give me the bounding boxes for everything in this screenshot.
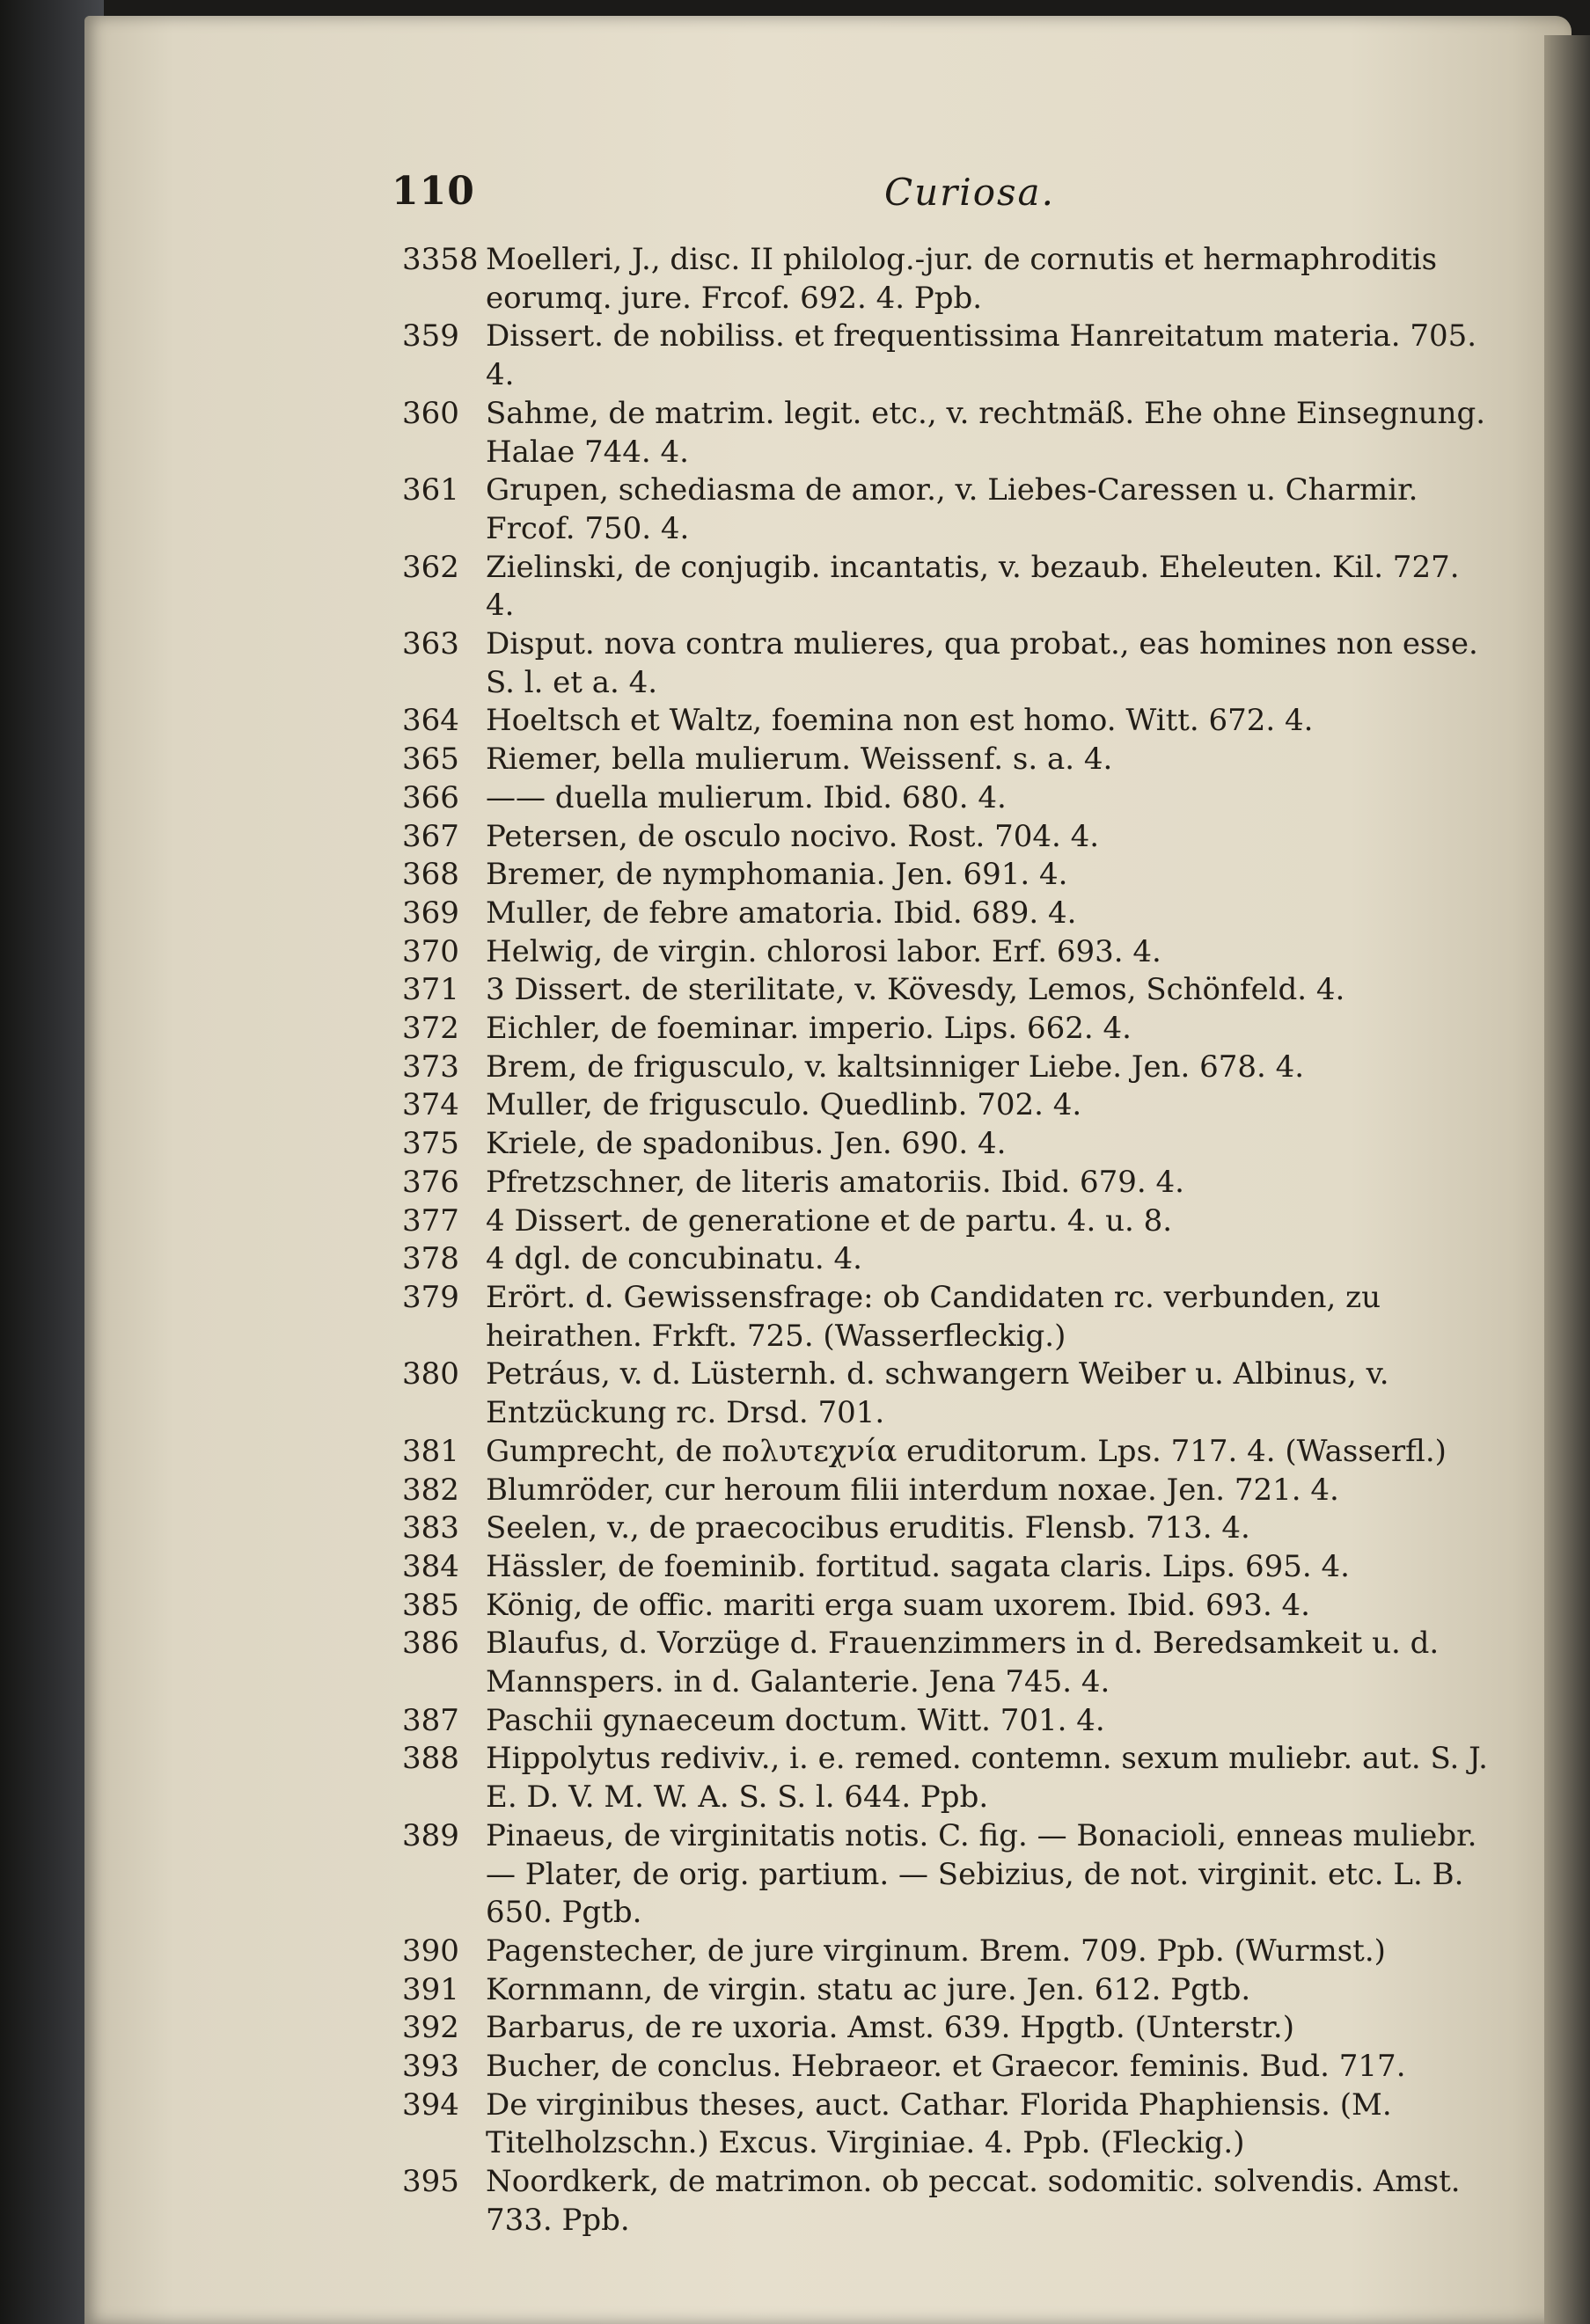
catalog-entry bbox=[402, 1702, 1493, 1741]
entry-number: 389 bbox=[402, 1817, 459, 1853]
catalog-entry bbox=[402, 318, 1493, 394]
catalog-entry bbox=[402, 1433, 1493, 1472]
entry-text: Hippolytus rediviv., i. e. remed. contemn. sexum muliebr. aut. S. J. E. D. V. M. W. A. S. S. l. 644. Ppb. bbox=[486, 1741, 1488, 1816]
catalog-entries bbox=[402, 241, 1493, 2240]
entry-text: Barbarus, de re uxoria. Amst. 639. Hpgtb. (Unterstr.) bbox=[486, 2010, 1294, 2046]
entry-number: 388 bbox=[402, 1741, 459, 1777]
entry-number: 393 bbox=[402, 2049, 459, 2085]
entry-number: 364 bbox=[402, 703, 459, 739]
entry-number: 372 bbox=[402, 1011, 459, 1047]
catalog-entry bbox=[402, 395, 1493, 471]
entry-number: 361 bbox=[402, 472, 459, 508]
catalog-entry bbox=[402, 933, 1493, 972]
catalog-entry bbox=[402, 2009, 1493, 2048]
entry-text: Petersen, de osculo nocivo. Rost. 704. 4. bbox=[486, 818, 1100, 854]
catalog-entry bbox=[402, 1817, 1493, 1933]
entry-number: 377 bbox=[402, 1202, 459, 1239]
entry-number: 383 bbox=[402, 1510, 459, 1546]
catalog-entry bbox=[402, 1625, 1493, 1701]
catalog-entry bbox=[402, 895, 1493, 933]
entry-text: Riemer, bella mulierum. Weissenf. s. a. 4. bbox=[486, 742, 1113, 778]
entry-text: Erört. d. Gewissensfrage: ob Candidaten rc. verbunden, zu heirathen. Frkft. 725. (Wasserfleckig.) bbox=[486, 1279, 1381, 1354]
entry-text: Petráus, v. d. Lüsternh. d. schwangern Weiber u. Albinus, v. Entzückung rc. Drsd. 701. bbox=[486, 1356, 1389, 1431]
entry-text: Brem, de frigusculo, v. kaltsinniger Liebe. Jen. 678. 4. bbox=[486, 1049, 1305, 1085]
entry-text: Blaufus, d. Vorzüge d. Frauenzimmers in d. Beredsamkeit u. d. Mannspers. in d. Galanterie. Jena 745. 4. bbox=[486, 1626, 1440, 1700]
entry-number: 374 bbox=[402, 1087, 459, 1123]
entry-text: Muller, de febre amatoria. Ibid. 689. 4. bbox=[486, 895, 1077, 931]
catalog-entry bbox=[402, 1548, 1493, 1587]
entry-text: Muller, de frigusculo. Quedlinb. 702. 4. bbox=[486, 1087, 1082, 1123]
entry-number: 365 bbox=[402, 742, 459, 778]
catalog-entry bbox=[402, 549, 1493, 625]
entry-number: 379 bbox=[402, 1279, 459, 1315]
catalog-entry bbox=[402, 1509, 1493, 1548]
entry-number: 373 bbox=[402, 1049, 459, 1085]
catalog-entry bbox=[402, 2086, 1493, 2163]
entry-text: —— duella mulierum. Ibid. 680. 4. bbox=[486, 779, 1007, 815]
entry-text: Eichler, de foeminar. imperio. Lips. 662. 4. bbox=[486, 1011, 1132, 1047]
page-number: 110 bbox=[392, 169, 475, 214]
catalog-entry bbox=[402, 625, 1493, 702]
entry-text: Kriele, de spadonibus. Jen. 690. 4. bbox=[486, 1126, 1007, 1162]
catalog-entry bbox=[402, 1472, 1493, 1510]
entry-number: 386 bbox=[402, 1626, 459, 1662]
entry-number: 395 bbox=[402, 2164, 459, 2200]
entry-text: Moelleri, J., disc. II philolog.-jur. de cornutis et hermaphroditis eorumq. jure. Frcof. 692. 4. Ppb. bbox=[486, 242, 1438, 316]
entry-number: 375 bbox=[402, 1126, 459, 1162]
entry-number: 363 bbox=[402, 626, 459, 662]
entry-text: Gumprecht, de πολυτεχνία eruditorum. Lps. 717. 4. (Wasserfl.) bbox=[486, 1433, 1447, 1469]
entry-text: 3 Dissert. de sterilitate, v. Kövesdy, Lemos, Schönfeld. 4. bbox=[486, 972, 1345, 1008]
catalog-entry bbox=[402, 741, 1493, 779]
entry-number: 370 bbox=[402, 933, 459, 969]
entry-number: 387 bbox=[402, 1702, 459, 1738]
entry-text: Hässler, de foeminib. fortitud. sagata claris. Lips. 695. 4. bbox=[486, 1548, 1350, 1584]
entry-number: 3358 bbox=[402, 242, 479, 277]
entry-number: 362 bbox=[402, 549, 459, 585]
entry-text: Blumröder, cur heroum filii interdum noxae. Jen. 721. 4. bbox=[486, 1472, 1339, 1508]
entry-text: De virginibus theses, auct. Cathar. Florida Phaphiensis. (M. Titelholzschn.) Excus. Virginiae. 4. Ppb. (Fleckig.) bbox=[486, 2086, 1392, 2161]
entry-text: Sahme, de matrim. legit. etc., v. rechtmäß. Ehe ohne Einsegnung. Halae 744. 4. bbox=[486, 395, 1486, 470]
page-edge bbox=[1544, 35, 1590, 2324]
entry-text: 4 Dissert. de generatione et de partu. 4. u. 8. bbox=[486, 1202, 1173, 1239]
catalog-entry bbox=[402, 2163, 1493, 2240]
entry-text: Bremer, de nymphomania. Jen. 691. 4. bbox=[486, 857, 1068, 893]
catalog-entry bbox=[402, 971, 1493, 1010]
entry-text: Pinaeus, de virginitatis notis. C. fig. — Bonacioli, enneas muliebr. — Plater, de orig. partium. — Sebizius, de not. virginit. etc. L. B. 650. Pgtb. bbox=[486, 1817, 1477, 1931]
entry-text: Grupen, schediasma de amor., v. Liebes-Caressen u. Charmir. Frcof. 750. 4. bbox=[486, 472, 1418, 546]
entry-text: König, de offic. mariti erga suam uxorem. Ibid. 693. 4. bbox=[486, 1587, 1310, 1623]
catalog-entry bbox=[402, 779, 1493, 818]
entry-number: 381 bbox=[402, 1433, 459, 1469]
entry-text: Bucher, de conclus. Hebraeor. et Graecor. feminis. Bud. 717. bbox=[486, 2049, 1406, 2085]
entry-text: 4 dgl. de concubinatu. 4. bbox=[486, 1241, 862, 1277]
catalog-entry bbox=[402, 471, 1493, 548]
entry-number: 366 bbox=[402, 779, 459, 815]
catalog-entry bbox=[402, 1164, 1493, 1202]
catalog-entry bbox=[402, 818, 1493, 857]
entry-text: Pagenstecher, de jure virginum. Brem. 709. Ppb. (Wurmst.) bbox=[486, 1933, 1386, 1969]
entry-text: Noordkerk, de matrimon. ob peccat. sodomitic. solvendis. Amst. 733. Ppb. bbox=[486, 2164, 1461, 2238]
catalog-entry bbox=[402, 241, 1493, 318]
entry-text: Disput. nova contra mulieres, qua probat., eas homines non esse. S. l. et a. 4. bbox=[486, 626, 1478, 700]
catalog-entry bbox=[402, 1279, 1493, 1356]
entry-text: Zielinski, de conjugib. incantatis, v. bezaub. Eheleuten. Kil. 727. 4. bbox=[486, 549, 1460, 624]
entry-text: Seelen, v., de praecocibus eruditis. Flensb. 713. 4. bbox=[486, 1510, 1250, 1546]
catalog-entry bbox=[402, 702, 1493, 741]
catalog-entry bbox=[402, 1971, 1493, 2010]
entry-number: 359 bbox=[402, 318, 459, 354]
catalog-entry bbox=[402, 2048, 1493, 2086]
catalog-entry bbox=[402, 1086, 1493, 1125]
entry-number: 378 bbox=[402, 1241, 459, 1277]
entry-number: 360 bbox=[402, 395, 459, 431]
entry-number: 369 bbox=[402, 895, 459, 931]
entry-number: 385 bbox=[402, 1587, 459, 1623]
entry-number: 394 bbox=[402, 2086, 459, 2123]
catalog-entry bbox=[402, 1240, 1493, 1279]
entry-number: 380 bbox=[402, 1356, 459, 1392]
entry-number: 392 bbox=[402, 2010, 459, 2046]
catalog-entry bbox=[402, 1356, 1493, 1432]
entry-number: 368 bbox=[402, 857, 459, 893]
entry-text: Helwig, de virgin. chlorosi labor. Erf. 693. 4. bbox=[486, 933, 1161, 969]
entry-number: 382 bbox=[402, 1472, 459, 1508]
page-header bbox=[392, 169, 1527, 230]
catalog-entry bbox=[402, 1202, 1493, 1241]
running-title: Curiosa. bbox=[884, 171, 1055, 214]
catalog-entry bbox=[402, 856, 1493, 895]
entry-text: Kornmann, de virgin. statu ac jure. Jen. 612. Pgtb. bbox=[486, 1971, 1251, 2007]
entry-number: 391 bbox=[402, 1971, 459, 2007]
catalog-entry bbox=[402, 1010, 1493, 1049]
entry-text: Dissert. de nobiliss. et frequentissima Hanreitatum materia. 705. 4. bbox=[486, 318, 1477, 393]
catalog-entry bbox=[402, 1587, 1493, 1626]
entry-number: 371 bbox=[402, 972, 459, 1008]
entry-number: 367 bbox=[402, 818, 459, 854]
entry-number: 384 bbox=[402, 1548, 459, 1584]
entry-number: 376 bbox=[402, 1164, 459, 1200]
entry-text: Pfretzschner, de literis amatoriis. Ibid. 679. 4. bbox=[486, 1164, 1184, 1200]
entry-text: Hoeltsch et Waltz, foemina non est homo. Witt. 672. 4. bbox=[486, 703, 1314, 739]
catalog-entry bbox=[402, 1933, 1493, 1971]
catalog-entry bbox=[402, 1049, 1493, 1087]
catalog-entry bbox=[402, 1740, 1493, 1816]
catalog-entry bbox=[402, 1125, 1493, 1164]
entry-text: Paschii gynaeceum doctum. Witt. 701. 4. bbox=[486, 1702, 1105, 1738]
entry-number: 390 bbox=[402, 1933, 459, 1969]
